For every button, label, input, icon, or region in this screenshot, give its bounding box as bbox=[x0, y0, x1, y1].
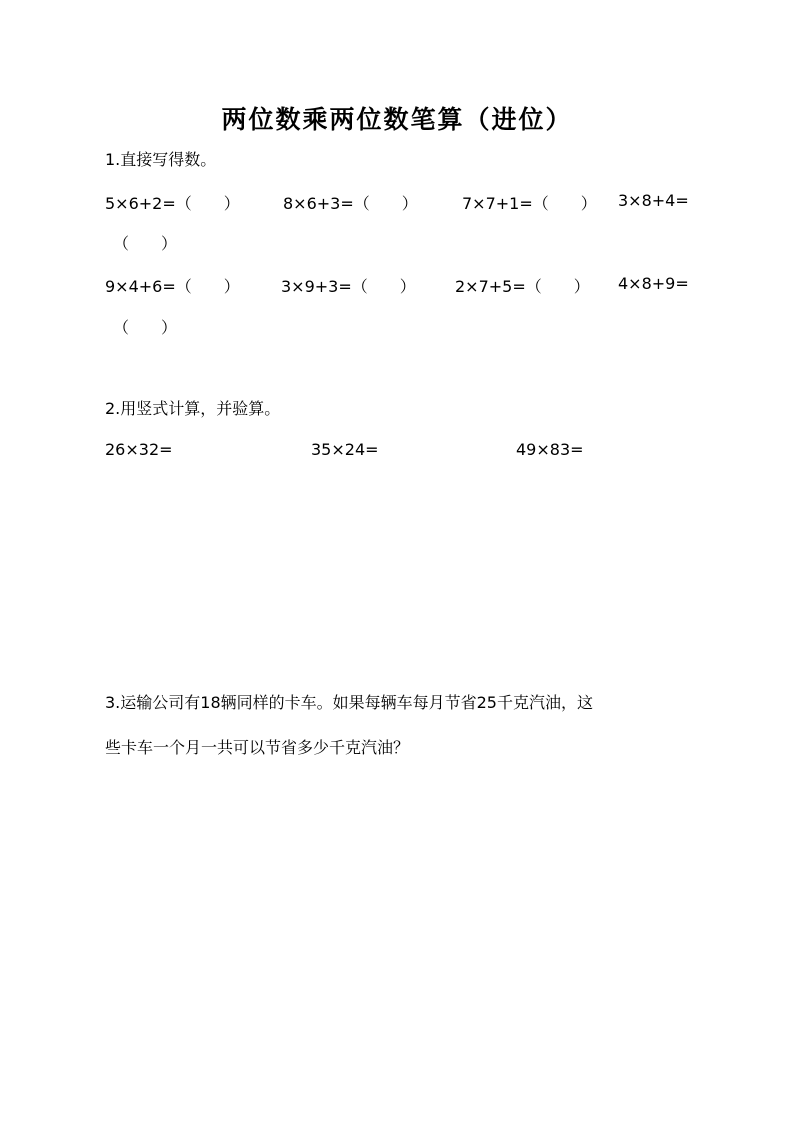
vertical-calc-item: 35×24= bbox=[311, 440, 379, 459]
section1-row1 bbox=[105, 191, 705, 213]
row1-wrap-parens: （ ） bbox=[113, 234, 178, 253]
oral-calc-item: 9×4+6=（ ） bbox=[105, 277, 240, 296]
section1-row2 bbox=[105, 274, 705, 296]
oral-calc-item: 2×7+5=（ ） bbox=[455, 277, 590, 296]
word-problem-line1: 3.运输公司有18辆同样的卡车。如果每辆车每月节省25千克汽油，这 bbox=[105, 693, 593, 712]
oral-calc-item: 4×8+9= bbox=[618, 274, 689, 293]
row2-wrap-parens: （ ） bbox=[113, 318, 178, 337]
oral-calc-item: 3×8+4= bbox=[618, 191, 689, 210]
word-problem-line2: 些卡车一个月一共可以节省多少千克汽油？ bbox=[105, 738, 410, 757]
oral-calc-item: 7×7+1=（ ） bbox=[462, 194, 597, 213]
section1-heading: 1.直接写得数。 bbox=[105, 150, 217, 169]
section2-heading: 2.用竖式计算，并验算。 bbox=[105, 399, 281, 418]
oral-calc-item: 3×9+3=（ ） bbox=[281, 277, 416, 296]
oral-calc-item: 8×6+3=（ ） bbox=[283, 194, 418, 213]
page-title: 两位数乘两位数笔算（进位） bbox=[221, 105, 573, 134]
vertical-calc-item: 26×32= bbox=[105, 440, 173, 459]
vertical-calc-item: 49×83= bbox=[516, 440, 584, 459]
oral-calc-item: 5×6+2=（ ） bbox=[105, 194, 240, 213]
